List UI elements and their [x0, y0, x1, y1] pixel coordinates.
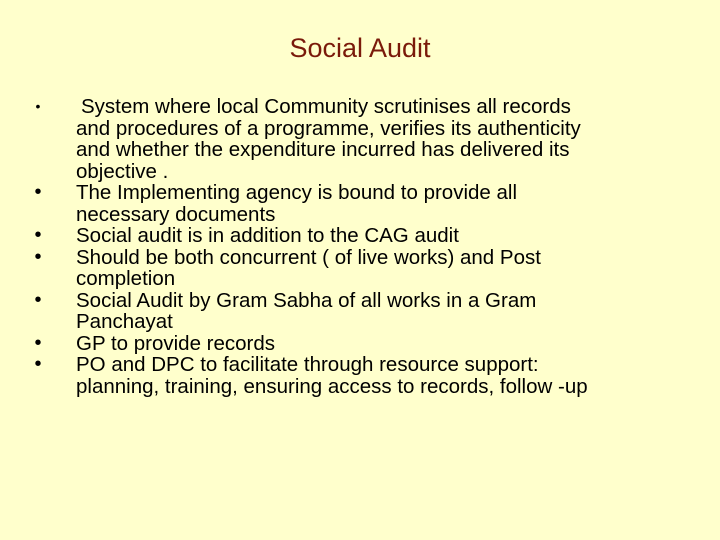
bullet-item [30, 290, 690, 333]
slide-title: Social Audit [289, 33, 431, 63]
bullet-text: Social audit is in addition to the CAG audit [76, 224, 459, 247]
bullet-item [30, 333, 690, 355]
bullet-item [30, 247, 690, 290]
bullet-text: Should be both concurrent ( of live works) and Post completion [76, 245, 541, 290]
bullet-marker: • [34, 245, 42, 268]
bullet-item [30, 354, 690, 397]
bullet-text: Social Audit by Gram Sabha of all works in a Gram Panchayat [76, 288, 537, 333]
bullet-item [30, 182, 690, 225]
bullet-marker: • [35, 98, 41, 114]
bullet-text: The Implementing agency is bound to provide all necessary documents [76, 181, 518, 226]
bullet-marker: • [34, 353, 42, 375]
bullet-item [30, 96, 690, 182]
bullet-marker: • [34, 288, 42, 311]
bullet-item [30, 225, 690, 247]
bullet-marker: • [34, 224, 42, 246]
bullet-marker: • [34, 181, 42, 203]
bullet-list [30, 96, 690, 397]
bullet-marker: • [34, 331, 42, 354]
bullet-text: System where local Community scrutinises all records and procedures of a programme, verifies its authenticity and whether the expenditure incurred has delivered its objective . [76, 95, 581, 183]
bullet-text: GP to provide records [76, 331, 276, 355]
bullet-text: PO and DPC to facilitate through resource support: planning, training, ensuring access to records, follow -up [76, 353, 588, 398]
